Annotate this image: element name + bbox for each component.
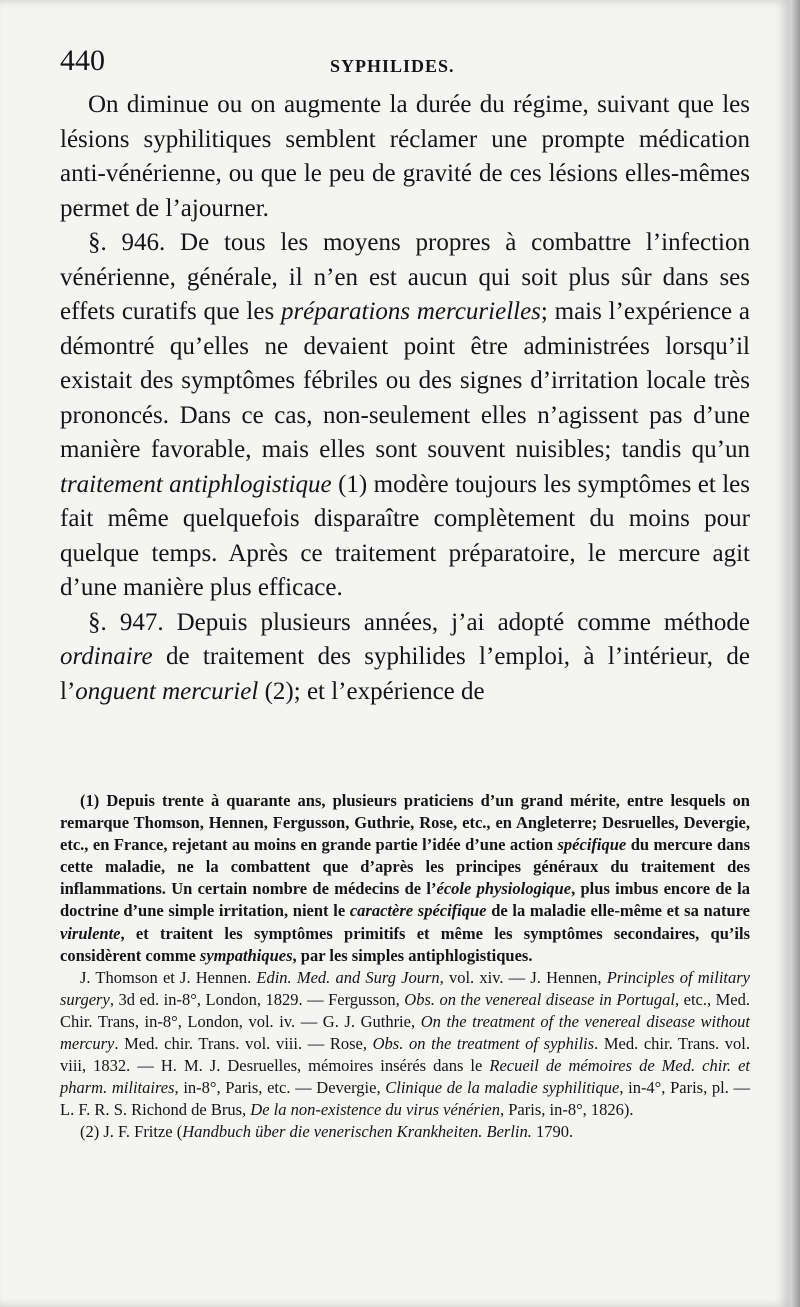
- emphasis-traitement: traitement antiphlogistique: [60, 470, 332, 498]
- paragraph-regime: On diminue ou on augmente la durée du régime, suivant que les lésions syphilitiques semblent réclamer une prompte médication anti-vénérienne, ou que le peu de gravité de ces lésions elles-mêmes permet de l’ajourner.: [60, 91, 750, 222]
- binding-gutter: [790, 0, 800, 1307]
- paragraph-946: §. 946. De tous les moyens propres à combattre l’infection vénérienne, générale, il n’en est aucun qui soit plus sûr dans ses effets curatifs que les préparations mercurielles; mais l’expérience a démontré qu’elles ne devaient point être administrées lorsqu’il existait des symptômes fébriles ou des signes d’irritation locale très prononcés. Dans ce cas, non-seulement elles n’agissent pas d’une manière favorable, mais elles sont souvent nuisibles; tandis qu’un traitement antiphlogistique (1) modère toujours les symptômes et les fait même quelquefois disparaître complètement du moins pour quelque temps. Après ce traitement préparatoire, le mercure agit d’une manière plus efficace.: [60, 229, 750, 601]
- running-title: SYPHILIDES.: [330, 56, 455, 76]
- main-text: [60, 88, 750, 709]
- footnote-2: (2) J. F. Fritze (Handbuch über die venerischen Krankheiten. Berlin. 1790.: [80, 1122, 574, 1142]
- emphasis-preparations: préparations mercurielles: [280, 298, 541, 325]
- footnotes: [60, 790, 750, 1144]
- paragraph-947: §. 947. Depuis plusieurs années, j’ai adopté comme méthode ordinaire de traitement des syphilides l’emploi, à l’intérieur, de l’onguent mercuriel (2); et l’expérience de: [60, 608, 750, 705]
- emphasis-ordinaire: ordinaire: [60, 643, 153, 670]
- emphasis-onguent: onguent mercuriel: [75, 677, 259, 705]
- page-number: 440: [60, 44, 105, 77]
- footnote-references: J. Thomson et J. Hennen. Edin. Med. and Surg Journ, vol. xiv. — J. Hennen, Principles of military surgery, 3d ed. in-8°, London, 1829. — Fergusson, Obs. on the venereal disease in Portugal, etc., Med. Chir. Trans, in-8°, London, vol. iv. — G. J. Guthrie, On the treatment of the venereal disease without mercury. Med. chir. Trans. vol. viii. — Rose, Obs. on the treatment of syphilis. Med. chir. Trans. vol. viii, 1832. — H. M. J. Desruelles, mémoires insérés dans le Recueil de mémoires de Med. chir. et pharm. militaires, in-8°, Paris, etc. — Devergie, Clinique de la maladie syphilitique, in-4°, Paris, pl. — L. F. R. S. Richond de Brus, De la non-existence du virus vénérien, Paris, in-8°, 1826).: [60, 967, 750, 1120]
- page-header: [60, 44, 740, 84]
- footnote-1: (1) Depuis trente à quarante ans, plusieurs praticiens d’un grand mérite, entre lesquels on remarque Thomson, Hennen, Fergusson, Guthrie, Rose, etc., en Angleterre; Desruelles, Devergie, etc., en France, rejetant au moins en grande partie l’idée d’une action spécifique du mercure dans cette maladie, ne la combattent que d’après les principes généraux du traitement des inflammations. Un certain nombre de médecins de l’école physiologique, plus imbus encore de la doctrine d’une simple irritation, nient le caractère spécifique de la maladie elle-même et sa nature virulente, et traitent les symptômes primitifs et même les symptômes secondaires, qu’ils considèrent comme sympathiques, par les simples antiphlogistiques.: [60, 791, 750, 965]
